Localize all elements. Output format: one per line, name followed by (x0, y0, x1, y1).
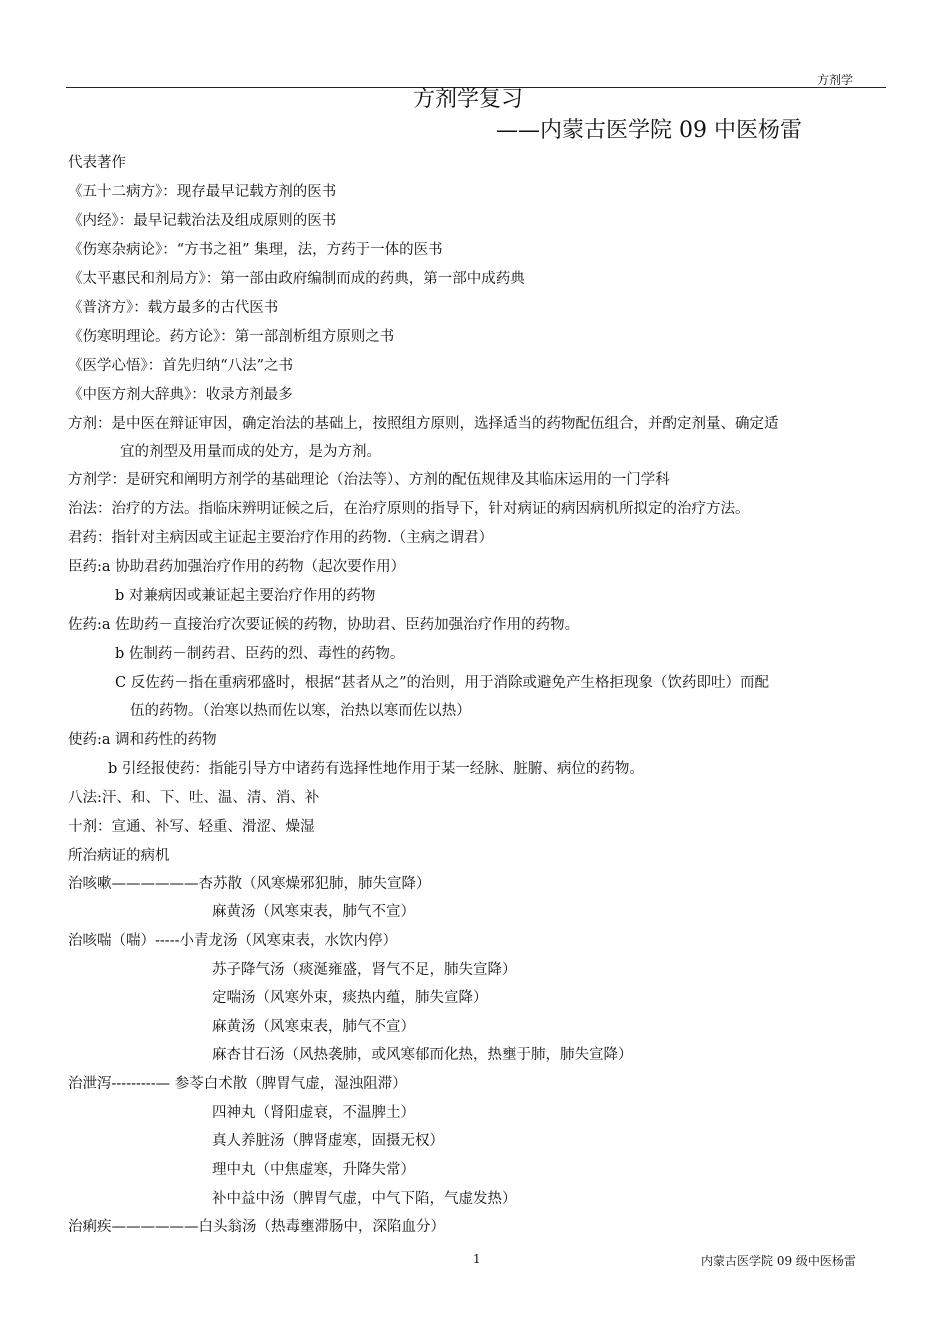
running-header: 方剂学 (817, 73, 854, 87)
footer-author: 内蒙古医学院 09 级中医杨雷 (701, 1254, 856, 1268)
definition-line: 使药:a 调和药性的药物 (68, 732, 217, 748)
formula-line: 治咳嗽——————杏苏散（风寒燥邪犯肺，肺失宣降） (68, 876, 431, 892)
document-title: 方剂学复习 (413, 87, 524, 112)
text-line: 《医学心悟》：首先归纳“八法”之书 (68, 358, 294, 374)
definition-line: 君药：指针对主病因或主证起主要治疗作用的药物.（主病之谓君） (68, 530, 494, 546)
formula-line: 补中益中汤（脾胃气虚，中气下陷，气虚发热） (212, 1191, 517, 1207)
definition-line: 八法:汗、和、下、吐、温、清、消、补 (68, 790, 320, 806)
formula-line: 定喘汤（风寒外束，痰热内蕴，肺失宣降） (212, 990, 488, 1006)
definition-line: 十剂：宣通、补写、轻重、滑涩、燥湿 (68, 819, 315, 835)
definition-line: 方剂：是中医在辩证审因，确定治法的基础上，按照组方原则，选择适当的药物配伍组合，并酌定剂量、确定适 (68, 416, 779, 432)
definition-line: 治法：治疗的方法。指临床辨明证候之后，在治疗原则的指导下，针对病证的病因病机所拟定的治疗方法。 (68, 501, 750, 517)
formula-line: 治咳喘（喘）-----小青龙汤（风寒束表，水饮内停） (68, 933, 397, 949)
formula-line: 麻黄汤（风寒束表，肺气不宣） (212, 904, 415, 920)
definition-subitem: b 佐制药－制药君、臣药的烈、毒性的药物。 (115, 646, 405, 662)
formula-line: 麻杏甘石汤（风热袭肺，或风寒郁而化热，热壅于肺，肺失宣降） (212, 1047, 633, 1063)
formula-line: 治痢疾——————白头翁汤（热毒壅滞肠中，深陷血分） (68, 1219, 445, 1235)
text-line: 《伤寒杂病论》：“方书之祖” 集理，法，方药于一体的医书 (68, 242, 443, 258)
definition-line: 方剂学：是研究和阐明方剂学的基础理论（治法等）、方剂的配伍规律及其临床运用的一门学科 (68, 472, 670, 488)
definition-continuation: 宜的剂型及用量而成的处方，是为方剂。 (120, 444, 381, 460)
formula-line: 苏子降气汤（痰涎雍盛，肾气不足，肺失宣降） (212, 962, 517, 978)
definition-subitem: b 对兼病因或兼证起主要治疗作用的药物 (115, 588, 376, 604)
formula-line: 治泄泻---------— 参苓白术散（脾胃气虚，湿浊阻滞） (68, 1076, 407, 1092)
text-line: 《中医方剂大辞典》：收录方剂最多 (68, 387, 293, 403)
text-line: 《五十二病方》：现存最早记载方剂的医书 (68, 184, 337, 200)
definition-subitem: b 引经报使药：指能引导方中诸药有选择性地作用于某一经脉、脏腑、病位的药物。 (108, 761, 644, 777)
text-line: 《伤寒明理论。药方论》：第一部剖析组方原则之书 (68, 329, 395, 345)
formula-line: 麻黄汤（风寒束表，肺气不宣） (212, 1019, 415, 1035)
section-heading: 代表著作 (68, 155, 126, 171)
page-number: 1 (473, 1252, 481, 1266)
section-heading: 所治病证的病机 (68, 848, 170, 864)
definition-line: 佐药:a 佐助药－直接治疗次要证候的药物，协助君、臣药加强治疗作用的药物。 (68, 617, 580, 633)
definition-continuation: 伍的药物。（治寒以热而佐以寒，治热以寒而佐以热） (130, 703, 471, 719)
formula-line: 真人养脏汤（脾肾虚寒，固摄无权） (212, 1133, 444, 1149)
text-line: 《普济方》：载方最多的古代医书 (68, 300, 279, 316)
text-line: 《太平惠民和剂局方》：第一部由政府编制而成的药典，第一部中成药典 (68, 271, 525, 287)
definition-line: 臣药:a 协助君药加强治疗作用的药物（起次要作用） (68, 559, 406, 575)
text-line: 《内经》：最早记载治法及组成原则的医书 (68, 213, 337, 229)
definition-subitem: C 反佐药－指在重病邪盛时，根据“甚者从之”的治则，用于消除或避免产生格拒现象（饮药即吐）而配 (115, 675, 770, 691)
formula-line: 四神丸（肾阳虚衰，不温脾土） (212, 1105, 415, 1121)
document-subtitle: ——内蒙古医学院 09 中医杨雷 (496, 118, 802, 143)
formula-line: 理中丸（中焦虚寒，升降失常） (212, 1162, 415, 1178)
